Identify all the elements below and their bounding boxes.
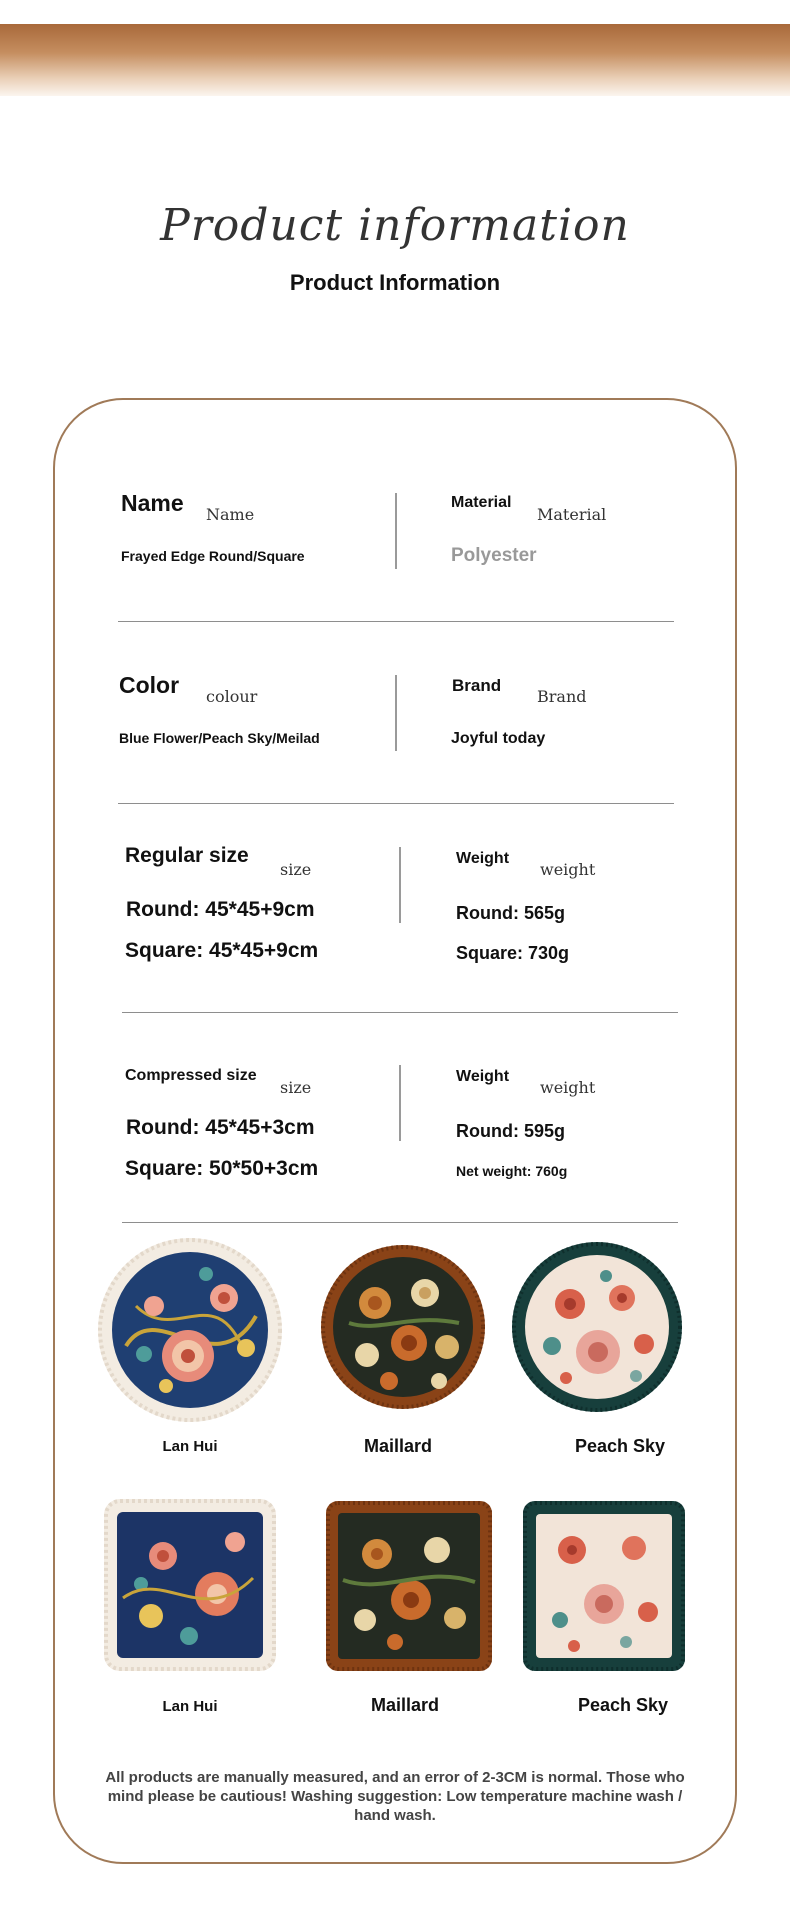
compressed-size-small-label: size (280, 1078, 312, 1097)
top-gradient-band (0, 24, 790, 96)
product-square-peach-sky (522, 1500, 686, 1672)
brand-small-label: Brand (537, 687, 587, 706)
regular-weight-round: Round: 565g (456, 903, 566, 923)
caption-square-lan-hui: Lan Hui (162, 1698, 218, 1715)
script-title: Product information (160, 200, 630, 251)
row4-separator (122, 1222, 678, 1223)
row3-divider (399, 847, 401, 923)
row1-separator (118, 621, 674, 622)
compressed-size-square: Square: 50*50+3cm (125, 1157, 319, 1180)
name-label: Name (121, 490, 184, 516)
row1-divider (395, 493, 397, 569)
row2-divider (395, 675, 397, 751)
compressed-size-round: Round: 45*45+3cm (126, 1116, 315, 1139)
material-value: Polyester (451, 545, 537, 566)
caption-square-peach-sky: Peach Sky (577, 1695, 669, 1715)
compressed-weight-round: Round: 595g (456, 1121, 566, 1141)
compressed-size-label: Compressed size (125, 1067, 257, 1084)
name-value: Frayed Edge Round/Square (121, 548, 305, 564)
regular-weight-square: Square: 730g (456, 943, 570, 963)
regular-size-small-label: size (280, 860, 312, 879)
caption-round-lan-hui: Lan Hui (162, 1438, 218, 1455)
compressed-weight-small-label: weight (540, 1078, 596, 1097)
caption-square-maillard: Maillard (370, 1695, 440, 1715)
color-label: Color (119, 672, 180, 698)
product-round-maillard (319, 1243, 487, 1411)
square-cushion-maillard-image (325, 1500, 493, 1672)
regular-size-square: Square: 45*45+9cm (125, 939, 319, 962)
brand-value: Joyful today (451, 730, 546, 747)
round-cushion-maillard-image (319, 1243, 487, 1411)
regular-size-round: Round: 45*45+9cm (126, 898, 315, 921)
product-round-peach-sky (510, 1240, 684, 1414)
row4-divider (399, 1065, 401, 1141)
name-small-label: Name (206, 505, 255, 524)
brand-label: Brand (452, 676, 502, 695)
material-small-label: Material (537, 505, 607, 524)
round-cushion-lan-hui-image (96, 1236, 284, 1424)
product-square-maillard (325, 1500, 493, 1672)
product-round-lan-hui (96, 1236, 284, 1424)
color-small-label: colour (206, 687, 258, 706)
square-cushion-lan-hui-image (103, 1498, 277, 1672)
row3-separator (122, 1012, 678, 1013)
square-cushion-peach-sky-image (522, 1500, 686, 1672)
caption-round-peach-sky: Peach Sky (574, 1436, 666, 1456)
product-square-lan-hui (103, 1498, 277, 1672)
round-cushion-peach-sky-image (510, 1240, 684, 1414)
compressed-weight-net: Net weight: 760g (456, 1163, 568, 1179)
regular-weight-small-label: weight (540, 860, 596, 879)
page-title: Product Information (289, 270, 501, 295)
color-value: Blue Flower/Peach Sky/Meilad (119, 730, 320, 746)
row2-separator (118, 803, 674, 804)
compressed-weight-label: Weight (456, 1068, 510, 1085)
regular-size-label: Regular size (125, 844, 249, 867)
measurement-note: All products are manually measured, and an error of 2-3CM is normal. Those who mind please be cautious! Washing suggestion: Low temperature machine wash / hand wash. (105, 1769, 685, 1824)
material-label: Material (451, 494, 512, 511)
caption-round-maillard: Maillard (363, 1436, 433, 1456)
regular-weight-label: Weight (456, 850, 510, 867)
